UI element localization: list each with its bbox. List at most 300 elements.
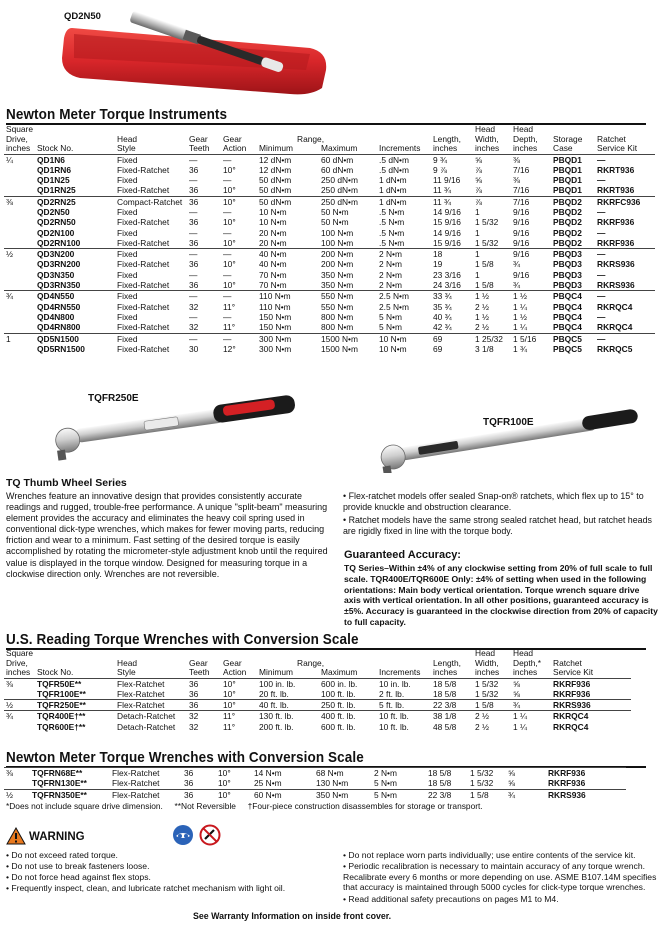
table-cell: 1 5/8: [468, 789, 506, 800]
table-cell: —: [595, 154, 655, 165]
table-cell: 7/16: [511, 196, 551, 207]
table-cell: 1 5/32: [470, 778, 494, 789]
table-cell: 18 5/8: [428, 778, 452, 789]
table-cell: Fixed-Ratchet: [117, 301, 170, 312]
col-drive: Square Drive, inches: [6, 124, 34, 153]
table-cell: RKRQC4: [597, 301, 633, 312]
table-cell: ⅜: [513, 175, 521, 186]
table-cell: 2 N•m: [379, 280, 402, 291]
no-extension-icon: [199, 824, 221, 848]
table-cell: PBQD1: [553, 185, 582, 196]
table-cell: QD3N350: [37, 269, 75, 280]
table-cell: 32: [189, 322, 199, 333]
us-reading-table: [4, 649, 631, 732]
warning-right-item: • Do not replace worn parts individually; use entire contents of the service kit.: [343, 850, 636, 860]
table-cell: 36: [189, 259, 199, 270]
table-cell: 1 5/8: [475, 280, 494, 291]
table-cell: —: [597, 311, 606, 322]
table-cell: [4, 722, 35, 732]
table-cell: —: [221, 154, 257, 165]
table-cell: 36: [189, 217, 199, 228]
image-label-qd2n50: QD2N50: [64, 11, 101, 22]
table-cell: TQFRN68E**: [30, 768, 110, 779]
table-cell: 10°: [221, 700, 257, 711]
table-cell: PBQC4: [553, 322, 582, 333]
table-row: [4, 312, 655, 322]
table-cell: 20 N•m: [259, 237, 287, 248]
table-cell: PBQD2: [553, 237, 582, 248]
table-cell: Fixed-Ratchet: [117, 259, 170, 270]
table-cell: 250 dN•m: [319, 196, 377, 207]
table-cell: 36: [182, 768, 216, 779]
table-row: [4, 789, 626, 800]
col-gear-action: Gear Action: [223, 133, 247, 153]
table-cell: 1 dN•m: [377, 196, 431, 207]
table-cell: 600 in. lb.: [319, 678, 377, 689]
table-cell: 1 5/32: [473, 678, 511, 689]
table-row: [4, 689, 631, 700]
table-cell: PBQD3: [551, 249, 595, 260]
table-cell: RKRQC4: [553, 721, 589, 732]
table-cell: 36: [189, 688, 199, 699]
table-cell: 1 dN•m: [379, 175, 407, 186]
table-cell: 12 dN•m: [259, 164, 292, 175]
table-cell: 9/16: [513, 269, 530, 280]
table-cell: ⅜: [4, 768, 30, 779]
table-cell: ⅞: [473, 196, 511, 207]
table-cell: 40 ft. lb.: [257, 700, 319, 711]
table-cell: 1 ¾: [513, 343, 527, 354]
table-cell: QD1RN25: [37, 185, 76, 196]
table-cell: RKRQC5: [597, 343, 633, 354]
table-cell: 24 3/16: [433, 280, 461, 291]
table-cell: RKRF936: [551, 678, 631, 689]
table-row: [4, 175, 655, 185]
table-cell: RKRT936: [597, 164, 635, 175]
table-cell: 14 N•m: [252, 768, 314, 779]
table-cell: 5 ft. lb.: [377, 700, 431, 711]
col-increments: Increments: [379, 667, 421, 677]
table-cell: ¼: [4, 154, 35, 165]
table-cell: —: [223, 269, 232, 280]
warranty-footer: See Warranty Information on inside front cover.: [193, 911, 392, 921]
table-cell: ⅝: [508, 778, 515, 789]
table-cell: 69: [433, 343, 443, 354]
table-cell: QD2RN100: [37, 237, 81, 248]
table-cell: 2 N•m: [372, 768, 426, 779]
table-cell: Fixed: [115, 333, 187, 344]
table-cell: QD2N50: [37, 206, 70, 217]
table-cell: Fixed: [117, 175, 138, 186]
table-cell: 250 dN•m: [321, 185, 358, 196]
table-cell: ⅜: [4, 196, 35, 207]
table-cell: 33 ¾: [431, 291, 473, 302]
table-cell: 1 ¼: [513, 721, 527, 732]
table-cell: ¾: [513, 280, 521, 291]
table-cell: 14 9/16: [433, 206, 461, 217]
table-cell: [4, 270, 35, 280]
table-row: [4, 238, 655, 249]
table-cell: ¾: [4, 711, 35, 722]
table-cell: —: [223, 311, 232, 322]
table-cell: 9/16: [513, 217, 530, 228]
table-cell: 9/16: [511, 249, 551, 260]
table-cell: 1 ½: [513, 311, 527, 322]
table-cell: TQR600E†**: [37, 721, 86, 732]
table-cell: PBQD3: [553, 280, 582, 291]
table-cell: —: [189, 227, 198, 238]
table-cell: 40 N•m: [259, 259, 287, 270]
image-label-tqfr250e: TQFR250E: [88, 393, 139, 404]
table-cell: 36: [187, 196, 221, 207]
table-cell: [4, 322, 35, 333]
table-cell: 36: [182, 789, 216, 800]
table-cell: PBQD3: [553, 259, 582, 270]
table-row: [4, 344, 655, 354]
table-cell: 50 N•m: [321, 217, 349, 228]
table-cell: 150 N•m: [259, 311, 292, 322]
table-cell: 30: [189, 343, 199, 354]
col-head-style: Head Style: [117, 657, 138, 677]
table-cell: 10 N•m: [377, 333, 431, 344]
table-cell: Fixed-Ratchet: [117, 322, 170, 333]
table-cell: PBQD2: [553, 227, 582, 238]
table-cell: [4, 259, 35, 269]
table-cell: 50 N•m: [321, 206, 349, 217]
table-cell: 10 N•m: [259, 206, 287, 217]
table-cell: 23 3/16: [433, 269, 461, 280]
table-cell: 800 N•m: [321, 322, 354, 333]
table-cell: 550 N•m: [319, 291, 377, 302]
table-cell: —: [223, 206, 232, 217]
table-cell: Detach-Ratchet: [115, 711, 187, 722]
tq-series-title: TQ Thumb Wheel Series: [6, 477, 127, 489]
table-cell: Fixed: [115, 249, 187, 260]
table-cell: 10°: [218, 778, 231, 789]
table-row: [4, 217, 655, 227]
table-cell: 18 5/8: [431, 678, 473, 689]
table-cell: —: [595, 291, 655, 302]
col-gear-teeth: Gear Teeth: [189, 133, 210, 153]
table-cell: 12 dN•m: [257, 154, 319, 165]
col-length: Length, inches: [433, 133, 461, 153]
table-cell: 20 N•m: [259, 227, 287, 238]
table-cell: 42 ¾: [433, 322, 452, 333]
table-cell: 18: [431, 249, 473, 260]
table-cell: RKRT936: [597, 185, 635, 196]
table-cell: 36: [189, 164, 199, 175]
table-cell: [4, 689, 35, 700]
table-cell: Flex-Ratchet: [110, 768, 182, 779]
table-cell: ⅞: [475, 185, 483, 196]
table-cell: 70 N•m: [259, 269, 287, 280]
table-cell: PBQC5: [553, 343, 582, 354]
table-cell: .5 dN•m: [379, 164, 409, 175]
table-cell: ⅝: [511, 678, 551, 689]
table-cell: 110 N•m: [257, 291, 319, 302]
newton-meter-instruments-table: [4, 125, 655, 354]
table-cell: PBQD2: [553, 217, 582, 228]
table-cell: 2 ft. lb.: [379, 688, 405, 699]
table-cell: Flex-Ratchet: [112, 778, 160, 789]
table-cell: Fixed: [117, 206, 138, 217]
table-cell: 11 ¾: [433, 185, 452, 196]
col-length: Length, inches: [433, 657, 461, 677]
table-cell: Fixed: [117, 311, 138, 322]
table-cell: 11°: [223, 721, 236, 732]
newton-meter-wrenches-table: [4, 767, 626, 800]
table-cell: ½: [4, 700, 35, 711]
table-cell: Fixed-Ratchet: [117, 185, 170, 196]
table-cell: QD4RN550: [37, 301, 81, 312]
table-cell: ⅝: [473, 154, 511, 165]
table-cell: ⅜: [4, 678, 35, 689]
table-row: [4, 165, 655, 175]
warning-left-item: • Do not exceed rated torque.: [6, 850, 118, 860]
col-stock: Stock No.: [37, 143, 74, 153]
table-cell: —: [597, 206, 606, 217]
table-cell: 50 dN•m: [259, 175, 292, 186]
table-cell: .5 N•m: [379, 237, 405, 248]
warning-left-item: • Do not use to break fasteners loose.: [6, 861, 150, 871]
table-cell: —: [189, 269, 198, 280]
table-cell: PBQC4: [553, 311, 582, 322]
table-row: [4, 270, 655, 280]
table-cell: Flex-Ratchet: [110, 789, 182, 800]
table-cell: 9/16: [513, 206, 530, 217]
table-cell: 60 dN•m: [319, 154, 377, 165]
table-cell: 9 ⅞: [433, 164, 447, 175]
warning-left-item: • Frequently inspect, clean, and lubricate ratchet mechanism with light oil.: [6, 883, 286, 893]
section-title-newton-meter-instruments: Newton Meter Torque Instruments: [6, 106, 228, 123]
table-cell: —: [597, 227, 606, 238]
table-row: [4, 280, 655, 291]
table-cell: 15 9/16: [433, 237, 461, 248]
table-cell: 11°: [223, 301, 236, 312]
table-cell: 35 ¾: [433, 301, 452, 312]
table-cell: —: [595, 249, 655, 260]
table-cell: 10°: [221, 196, 257, 207]
table-cell: 2.5 N•m: [377, 291, 431, 302]
col-storage-case: Storage Case: [553, 133, 583, 153]
table-cell: PBQD1: [553, 164, 582, 175]
table-cell: QD5RN1500: [37, 343, 85, 354]
table-row: [4, 700, 631, 711]
table-cell: ¾: [506, 789, 546, 800]
table-cell: 48 5/8: [433, 721, 457, 732]
table-cell: ¾: [513, 259, 521, 270]
table-cell: 25 N•m: [254, 778, 282, 789]
table-cell: [4, 312, 35, 322]
table-cell: Fixed-Ratchet: [117, 164, 170, 175]
table-cell: —: [187, 333, 221, 344]
table-cell: .5 N•m: [379, 227, 405, 238]
table-cell: 350 N•m: [321, 280, 354, 291]
table-cell: 14 9/16: [433, 227, 461, 238]
table-cell: .5 N•m: [379, 206, 405, 217]
table-cell: 100 ft. lb.: [321, 688, 356, 699]
table-cell: RKRS936: [597, 259, 635, 270]
table-cell: —: [187, 291, 221, 302]
table-cell: 2 N•m: [379, 269, 402, 280]
table-row: [4, 302, 655, 312]
table-cell: —: [223, 175, 232, 186]
table-cell: 10 N•m: [259, 217, 287, 228]
table-cell: 10°: [223, 217, 236, 228]
table-cell: 200 N•m: [319, 249, 377, 260]
col-service-kit: Ratchet Service Kit: [597, 133, 638, 153]
col-head-width: Head Width, inches: [475, 124, 500, 153]
table-cell: 68 N•m: [314, 768, 372, 779]
table-cell: [4, 207, 35, 217]
table-row: [4, 711, 631, 722]
table-cell: 10 ft. lb.: [379, 721, 409, 732]
table-cell: 1: [4, 333, 35, 344]
table-cell: 1 dN•m: [379, 185, 407, 196]
table-cell: 36: [189, 185, 199, 196]
table-cell: 40 N•m: [257, 249, 319, 260]
table-cell: RKRS936: [546, 789, 626, 800]
table-cell: Fixed-Ratchet: [117, 343, 170, 354]
table-cell: TQFRN130E**: [32, 778, 87, 789]
table-row: [4, 322, 655, 333]
footnote: *Does not include square drive dimension. **Not Reversible †Four-piece construction disassembles for storage or transport.: [6, 801, 483, 811]
table-cell: PBQC4: [553, 301, 582, 312]
table-cell: 32: [187, 711, 221, 722]
col-head-width: Head Width, inches: [475, 648, 500, 677]
table-cell: Flex-Ratchet: [117, 688, 165, 699]
table-cell: 1: [473, 249, 511, 260]
table-row: [4, 333, 655, 344]
image-label-tqfr100e: TQFR100E: [483, 417, 534, 428]
table-cell: 1 5/32: [468, 768, 506, 779]
table-cell: 2 ½: [475, 301, 489, 312]
table-cell: PBQD3: [553, 269, 582, 280]
table-cell: Flex-Ratchet: [115, 678, 187, 689]
table-cell: 800 N•m: [321, 311, 354, 322]
col-drive: Square Drive, inches: [6, 648, 34, 677]
table-cell: 350 N•m: [314, 789, 372, 800]
table-cell: QD4RN800: [37, 322, 81, 333]
table-cell: 1 5/32: [475, 217, 499, 228]
table-cell: RKRF936: [597, 217, 635, 228]
col-range: Range, Minimum Maximum: [259, 657, 358, 677]
warning-right-item: • Read additional safety precautions on pages M1 to M4.: [343, 894, 559, 904]
table-cell: RKRS936: [551, 700, 631, 711]
table-cell: Fixed: [117, 227, 138, 238]
table-cell: 5 N•m: [379, 322, 402, 333]
table-cell: QD4N550: [35, 291, 115, 302]
table-cell: —: [189, 206, 198, 217]
table-row: [4, 196, 655, 207]
col-service-kit: Ratchet Service Kit: [553, 657, 594, 677]
table-cell: 2 ½: [473, 711, 511, 722]
table-cell: TQFRN350E**: [30, 789, 110, 800]
table-cell: 1 ½: [473, 291, 511, 302]
col-range: Range, Minimum Maximum: [259, 133, 358, 153]
table-cell: 10°: [223, 164, 236, 175]
table-cell: Fixed-Ratchet: [117, 280, 170, 291]
table-cell: Fixed: [117, 269, 138, 280]
table-cell: 200 ft. lb.: [259, 721, 294, 732]
table-cell: TQR400E†**: [35, 711, 115, 722]
table-cell: 12°: [223, 343, 236, 354]
table-cell: 200 N•m: [321, 259, 354, 270]
table-cell: PBQC4: [551, 291, 595, 302]
col-gear-action: Gear Action: [223, 657, 247, 677]
table-cell: QD1N6: [35, 154, 115, 165]
table-cell: ⅜: [511, 154, 551, 165]
table-cell: .5 N•m: [379, 217, 405, 228]
table-cell: [4, 217, 35, 227]
table-cell: 50 dN•m: [259, 185, 292, 196]
table-cell: RKRF936: [548, 778, 586, 789]
col-gear-teeth: Gear Teeth: [189, 657, 210, 677]
table-row: [4, 291, 655, 302]
table-row: [4, 249, 655, 260]
table-cell: 7/16: [513, 185, 530, 196]
table-cell: Detach-Ratchet: [117, 721, 176, 732]
table-cell: 10°: [223, 688, 236, 699]
table-cell: QD3RN200: [37, 259, 81, 270]
table-row: [4, 259, 655, 269]
table-cell: 60 N•m: [252, 789, 314, 800]
table-cell: 1 5/16: [511, 333, 551, 344]
table-cell: Compact-Ratchet: [115, 196, 187, 207]
table-cell: ⅞: [475, 164, 483, 175]
col-head-style: Head Style: [117, 133, 138, 153]
table-row: [4, 228, 655, 238]
tq-bullet-flex: • Flex-ratchet models offer sealed Snap-on® ratchets, which flex up to 15° to provide knuckle and obstruction clearance.: [343, 491, 644, 512]
table-cell: TQFR50E**: [35, 678, 115, 689]
table-cell: TQFR100E**: [37, 688, 86, 699]
table-cell: 130 N•m: [316, 778, 349, 789]
table-cell: 100 in. lb.: [257, 678, 319, 689]
table-cell: 110 N•m: [259, 301, 291, 312]
table-cell: 15 9/16: [433, 217, 461, 228]
table-cell: 5 N•m: [379, 311, 402, 322]
table-cell: ¾: [4, 291, 35, 302]
table-cell: 2.5 N•m: [379, 301, 409, 312]
table-cell: 2 ½: [475, 721, 489, 732]
table-cell: 300 N•m: [259, 343, 292, 354]
table-cell: 36: [189, 237, 199, 248]
table-cell: 10°: [223, 259, 236, 270]
table-cell: 10°: [216, 789, 252, 800]
table-cell: RKRQC4: [597, 322, 633, 333]
table-cell: [4, 175, 35, 185]
table-header: [4, 649, 631, 678]
table-cell: 100 N•m: [321, 237, 354, 248]
table-cell: 2 N•m: [379, 259, 402, 270]
table-cell: QD3RN350: [37, 280, 81, 291]
table-row: [4, 185, 655, 196]
product-image-qd2n50: [10, 0, 340, 100]
table-cell: 1500 N•m: [319, 333, 377, 344]
table-cell: PBQD2: [551, 196, 595, 207]
table-cell: 36: [189, 280, 199, 291]
table-cell: Fixed: [115, 291, 187, 302]
table-cell: —: [221, 333, 257, 344]
table-cell: 600 ft. lb.: [321, 721, 356, 732]
table-cell: QD3N200: [35, 249, 115, 260]
table-cell: ⅝: [475, 175, 483, 186]
table-cell: 10 N•m: [379, 343, 407, 354]
table-cell: 250 ft. lb.: [319, 700, 377, 711]
table-cell: 10°: [223, 237, 236, 248]
table-cell: —: [221, 249, 257, 260]
table-cell: —: [187, 154, 221, 165]
